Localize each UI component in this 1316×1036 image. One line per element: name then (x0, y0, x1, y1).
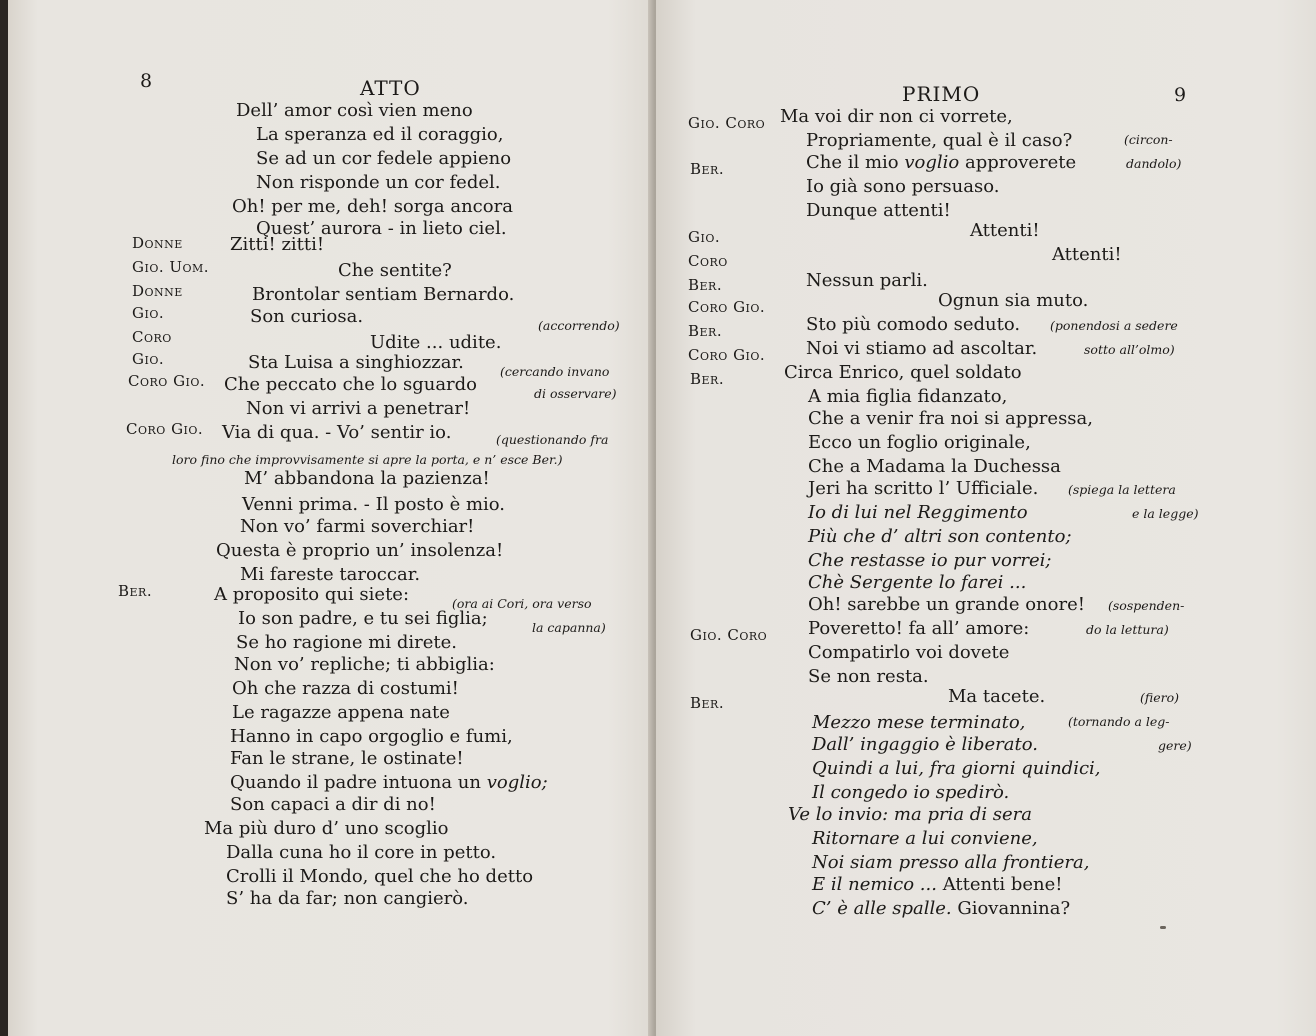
verse-line-italic: Noi siam presso alla frontiera, (812, 852, 1090, 873)
verse-line: Oh che razza di costumi! (232, 678, 459, 699)
verse-line: Venni prima. - Il posto è mio. (242, 494, 506, 515)
speaker-label: Ber. (688, 276, 723, 294)
speaker-label: Coro Gio. (688, 346, 766, 364)
right-page (656, 0, 1316, 1036)
verse-line: Attenti! (970, 220, 1040, 241)
verse-line: Via di qua. - Vo’ sentir io. (222, 422, 452, 443)
verse-line: Quest’ aurora - in lieto ciel. (256, 218, 507, 239)
page-header-left: ATTO (360, 76, 421, 100)
verse-line-italic: Io di lui nel Reggimento (808, 502, 1028, 523)
speaker-label: Gio. (132, 304, 165, 322)
verse-line (812, 898, 1070, 920)
verse-line: Udite ... udite. (370, 332, 502, 353)
verse-line: Ecco un foglio originale, (808, 432, 1031, 453)
verse-line: Jeri ha scritto l’ Ufficiale. (808, 478, 1039, 499)
verse-line: A proposito qui siete: (214, 584, 410, 605)
verse-line: Propriamente, qual è il caso? (806, 130, 1073, 151)
verse-line: Ma tacete. (948, 686, 1046, 707)
verse-text: Che il mio (806, 152, 899, 173)
speaker-label: Gio. Uom. (132, 258, 210, 276)
speaker-label: Gio. Coro (688, 114, 766, 132)
verse-line: Noi vi stiamo ad ascoltar. (806, 338, 1038, 359)
verse-line: S’ ha da far; non cangierò. (226, 888, 469, 909)
verse-line: Brontolar sentiam Bernardo. (252, 284, 515, 305)
verse-text: Quando il padre intuona un (230, 772, 481, 793)
verse-line: Ma più duro d’ uno scoglio (204, 818, 449, 839)
stage-direction: sotto all’olmo) (1084, 342, 1175, 357)
stage-direction: (ponendosi a sedere (1050, 318, 1178, 333)
verse-line: Che a venir fra noi si appressa, (808, 408, 1093, 429)
verse-line: Se ho ragione mi direte. (236, 632, 457, 653)
verse-line: Se non resta. (808, 666, 929, 687)
verse-line: Che a Madama la Duchessa (808, 456, 1061, 477)
verse-line: Nessun parli. (806, 270, 928, 291)
verse-text: Giovannina? (957, 898, 1071, 919)
stage-direction: e la legge) (1132, 506, 1199, 521)
verse-text: approverete (965, 152, 1077, 173)
stage-direction: (spiega la lettera (1068, 482, 1176, 497)
emphasis-text: C’ è alle spalle. (812, 898, 952, 919)
emphasis-text: voglio (904, 152, 960, 173)
verse-line: Son curiosa. (250, 306, 364, 327)
stage-direction: (accorrendo) (538, 318, 620, 333)
verse-line: Crolli il Mondo, quel che ho detto (226, 866, 534, 887)
verse-line: Circa Enrico, quel soldato (784, 362, 1022, 383)
verse-line: Io già sono persuaso. (806, 176, 1000, 197)
speaker-label: Gio. (132, 350, 165, 368)
verse-line: Poveretto! fa all’ amore: (808, 618, 1030, 639)
speaker-label: Ber. (690, 160, 725, 178)
verse-line: Mi fareste taroccar. (240, 564, 421, 585)
stage-direction: (cercando invano (500, 364, 610, 379)
verse-line: Oh! sarebbe un grande onore! (808, 594, 1085, 615)
verse-line-italic: Mezzo mese terminato, (812, 712, 1026, 733)
verse-line (812, 874, 1062, 896)
stage-direction: loro fino che improvvisamente si apre la porta, e n’ esce Ber.) (172, 452, 563, 467)
stage-direction: la capanna) (532, 620, 606, 635)
verse-line-italic: Ve lo invio: ma pria di sera (788, 804, 1033, 825)
stage-direction: dandolo) (1126, 156, 1182, 171)
verse-line: Non vo’ repliche; ti abbiglia: (234, 654, 495, 675)
emphasis-text: E il nemico ... (812, 874, 937, 895)
page-number-right: 9 (1174, 84, 1187, 106)
verse-line: Zitti! zitti! (230, 234, 325, 255)
verse-line: Ma voi dir non ci vorrete, (780, 106, 1013, 127)
speaker-label: Gio. Coro (690, 626, 768, 644)
verse-line-italic: Ritornare a lui conviene, (812, 828, 1038, 849)
stage-direction: (questionando fra (496, 432, 609, 447)
speaker-label: Ber. (690, 694, 725, 712)
verse-line: Che peccato che lo sguardo (224, 374, 478, 395)
verse-line: A mia figlia fidanzato, (808, 386, 1008, 407)
stage-direction: (sospenden- (1108, 598, 1185, 613)
speaker-label: Coro (688, 252, 728, 270)
verse-line: Ognun sia muto. (938, 290, 1089, 311)
stage-direction: do la lettura) (1086, 622, 1169, 637)
verse-line: Questa è proprio un’ insolenza! (216, 540, 504, 561)
stage-direction: (fiero) (1140, 690, 1179, 705)
verse-line: Che sentite? (338, 260, 452, 281)
verse-line: Oh! per me, deh! sorga ancora (232, 196, 513, 217)
verse-line: Hanno in capo orgoglio e fumi, (230, 726, 513, 747)
verse-line: Dalla cuna ho il core in petto. (226, 842, 497, 863)
emphasis-text: voglio; (486, 772, 548, 793)
verse-line: Sta Luisa a singhiozzar. (248, 352, 464, 373)
verse-line-italic: Quindi a lui, fra giorni quindici, (812, 758, 1101, 779)
speaker-label: Coro Gio. (126, 420, 204, 438)
verse-line-italic: Chè Sergente lo farei ... (808, 572, 1027, 593)
stage-direction: (circon- (1124, 132, 1173, 147)
verse-line-italic: Che restasse io pur vorrei; (808, 550, 1052, 571)
verse-line: Sto più comodo seduto. (806, 314, 1021, 335)
verse-line (806, 152, 1076, 174)
speaker-label: Coro Gio. (688, 298, 766, 316)
speaker-label: Donne (132, 282, 183, 300)
speaker-label: Ber. (690, 370, 725, 388)
verse-line: Dell’ amor così vien meno (236, 100, 473, 121)
verse-line: Son capaci a dir di no! (230, 794, 436, 815)
ink-speck (1160, 926, 1166, 929)
verse-line: Compatirlo voi dovete (808, 642, 1010, 663)
speaker-label: Coro Gio. (128, 372, 206, 390)
left-page (8, 0, 653, 1036)
verse-line: La speranza ed il coraggio, (256, 124, 504, 145)
verse-line: Io son padre, e tu sei figlia; (238, 608, 488, 629)
verse-line (230, 772, 548, 794)
page-header-right: PRIMO (902, 82, 981, 106)
verse-line-italic: Dall’ ingaggio è liberato. (812, 734, 1038, 755)
verse-line: Non risponde un cor fedel. (256, 172, 501, 193)
verse-line-italic: Più che d’ altri son contento; (808, 526, 1072, 547)
verse-line-italic: Il congedo io spedirò. (812, 782, 1010, 803)
verse-line: Attenti! (1052, 244, 1122, 265)
speaker-label: Coro (132, 328, 172, 346)
stage-direction: di osservare) (534, 386, 617, 401)
speaker-label: Ber. (118, 582, 153, 600)
verse-line: Non vo’ farmi soverchiar! (240, 516, 475, 537)
verse-line: Non vi arrivi a penetrar! (246, 398, 471, 419)
stage-direction: (ora ai Cori, ora verso (452, 596, 592, 611)
verse-line: Se ad un cor fedele appieno (256, 148, 512, 169)
verse-text: Attenti bene! (942, 874, 1063, 895)
speaker-label: Ber. (688, 322, 723, 340)
stage-direction: (tornando a leg- (1068, 714, 1170, 729)
verse-line: Fan le strane, le ostinate! (230, 748, 464, 769)
stage-direction: gere) (1158, 738, 1192, 753)
speaker-label: Donne (132, 234, 183, 252)
verse-line: Le ragazze appena nate (232, 702, 450, 723)
verse-line: Dunque attenti! (806, 200, 951, 221)
page-number-left: 8 (140, 70, 153, 92)
speaker-label: Gio. (688, 228, 721, 246)
verse-line: M’ abbandona la pazienza! (244, 468, 490, 489)
